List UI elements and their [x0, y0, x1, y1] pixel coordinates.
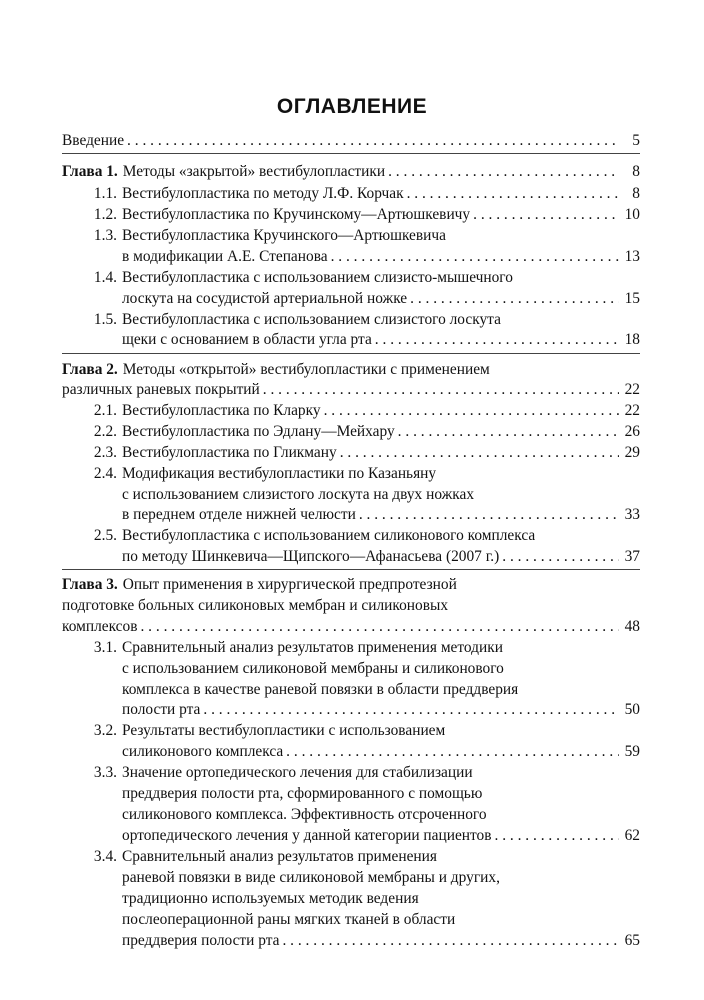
leader-dots: [375, 330, 619, 350]
toc-entry-intro[interactable]: [62, 131, 640, 151]
toc-entry-3-3-cont[interactable]: [122, 784, 640, 804]
section-number: 1.4.: [93, 269, 117, 286]
leader-dots: [398, 422, 619, 442]
leader-dots: [331, 247, 619, 267]
entry-text-continued: с использованием силиконовой мембраны и силиконового: [122, 660, 504, 677]
entry-text: Вестибулопластика с использованием силиконового комплекса: [122, 527, 536, 544]
entry-text: Опыт применения в хирургической предпротезной: [122, 576, 457, 593]
toc-entry-2-5[interactable]: [87, 526, 640, 546]
toc-entry-3-4-cont2[interactable]: [122, 889, 640, 909]
entry-text: Вестибулопластика по Кларку: [122, 402, 321, 419]
toc-entry-chapter-3[interactable]: [62, 575, 640, 595]
toc-entry-3-4-cont4[interactable]: [122, 931, 640, 951]
leader-dots: [388, 162, 619, 182]
toc-entry-3-4[interactable]: [87, 847, 640, 867]
toc-entry-chapter-3-cont2[interactable]: [62, 617, 640, 637]
entry-text: Результаты вестибулопластики с использованием: [122, 722, 446, 739]
entry-text: Модификация вестибулопластики по Казаньяну: [122, 465, 437, 482]
toc-entry-3-3[interactable]: [87, 763, 640, 783]
toc-entry-chapter-1[interactable]: [62, 162, 640, 182]
entry-text: Вестибулопластика по Кручинскому—Артюшкевичу: [122, 206, 471, 223]
toc-entry-3-3-cont3[interactable]: [122, 826, 640, 846]
toc-entry-2-4[interactable]: [87, 464, 640, 484]
section-number: 3.3.: [93, 764, 117, 781]
section-number: 1.1.: [93, 185, 117, 202]
chapter-number: Глава 1.: [62, 163, 118, 180]
toc-entry-3-1-cont2[interactable]: [122, 680, 640, 700]
entry-text-continued: силиконового комплекса: [122, 743, 284, 760]
section-number: 1.3.: [93, 227, 117, 244]
toc-entry-2-5-cont[interactable]: [122, 547, 640, 567]
entry-page: 5: [632, 132, 640, 149]
leader-dots: [407, 184, 619, 204]
entry-text-continued: ортопедического лечения у данной категории пациентов: [122, 827, 492, 844]
section-number: 2.2.: [93, 423, 117, 440]
entry-text: Сравнительный анализ результатов применения: [122, 848, 437, 865]
entry-text: Вестибулопластика с использованием слизисто-мышечного: [122, 269, 513, 286]
entry-text: Вестибулопластика с использованием слизистого лоскута: [122, 311, 501, 328]
entry-page: 18: [624, 331, 640, 348]
entry-text: Вестибулопластика Кручинского—Артюшкевича: [122, 227, 446, 244]
leader-dots: [286, 742, 619, 762]
toc-entry-1-4-cont[interactable]: [122, 289, 640, 309]
toc-entry-3-4-cont[interactable]: [122, 868, 640, 888]
entry-text-continued: послеоперационной раны мягких тканей в области: [122, 911, 456, 928]
leader-dots: [263, 380, 619, 400]
entry-text-continued: щеки с основанием в области угла рта: [122, 331, 372, 348]
entry-page: 26: [624, 423, 640, 440]
entry-page: 48: [624, 618, 640, 635]
toc-entry-1-5[interactable]: [87, 310, 640, 330]
leader-dots: [495, 826, 619, 846]
entry-text: Значение ортопедического лечения для стабилизации: [122, 764, 473, 781]
entry-text-continued: преддверия полости рта, сформированного с помощью: [122, 785, 483, 802]
toc-entry-1-1[interactable]: [87, 184, 640, 204]
chapter-number: Глава 2.: [62, 361, 118, 378]
entry-text-continued: с использованием слизистого лоскута на двух ножках: [122, 486, 475, 503]
toc-entry-chapter-3-cont[interactable]: [62, 596, 640, 616]
entry-text: Вестибулопластика по Гликману: [122, 444, 337, 461]
leader-dots: [502, 547, 619, 567]
entry-text: Введение: [62, 132, 125, 149]
entry-text: Сравнительный анализ результатов применения методики: [122, 639, 503, 656]
entry-text: Вестибулопластика по методу Л.Ф. Корчак: [122, 185, 404, 202]
leader-dots: [410, 289, 619, 309]
leader-dots: [340, 443, 619, 463]
toc-entry-1-4[interactable]: [87, 268, 640, 288]
toc-entry-1-5-cont[interactable]: [122, 330, 640, 350]
entry-text: Вестибулопластика по Эдлану—Мейхару: [122, 423, 395, 440]
entry-text-continued: традиционно используемых методик ведения: [122, 890, 419, 907]
toc-entry-1-3-cont[interactable]: [122, 247, 640, 267]
entry-page: 65: [624, 932, 640, 949]
entry-page: 22: [624, 402, 640, 419]
toc-entry-2-3[interactable]: [87, 443, 640, 463]
toc-entry-2-1[interactable]: [87, 401, 640, 421]
toc-entry-2-2[interactable]: [87, 422, 640, 442]
section-number: 3.4.: [93, 848, 117, 865]
toc-entry-3-2-cont[interactable]: [122, 742, 640, 762]
entry-page: 33: [624, 506, 640, 523]
section-number: 2.4.: [93, 465, 117, 482]
leader-dots: [324, 401, 619, 421]
entry-page: 13: [624, 248, 640, 265]
leader-dots: [203, 700, 619, 720]
entry-text-continued: лоскута на сосудистой артериальной ножке: [122, 290, 408, 307]
toc-entry-2-4-cont2[interactable]: [122, 505, 640, 525]
entry-page: 22: [624, 381, 640, 398]
divider: [62, 569, 640, 570]
entry-text-continued: раневой повязки в виде силиконовой мембраны и других,: [122, 869, 500, 886]
section-number: 2.1.: [93, 402, 117, 419]
entry-text-continued: комплекса в качестве раневой повязки в области преддверия: [122, 681, 519, 698]
entry-text-continued: комплексов: [62, 618, 138, 635]
toc-entry-3-2[interactable]: [87, 721, 640, 741]
entry-page: 8: [632, 163, 640, 180]
toc-entry-3-3-cont2[interactable]: [122, 805, 640, 825]
chapter-number: Глава 3.: [62, 576, 118, 593]
entry-text-continued: силиконового комплекса. Эффективность отсроченного: [122, 806, 487, 823]
leader-dots: [359, 505, 619, 525]
entry-page: 50: [624, 701, 640, 718]
entry-page: 10: [624, 206, 640, 223]
section-number: 2.3.: [93, 444, 117, 461]
entry-text-continued: полости рта: [122, 701, 201, 718]
section-number: 3.1.: [93, 639, 117, 656]
page-title: ОГЛАВЛЕНИЕ: [276, 95, 428, 118]
entry-text-continued: в переднем отделе нижней челюсти: [122, 506, 356, 523]
entry-text-continued: преддверия полости рта: [122, 932, 280, 949]
leader-dots: [127, 131, 619, 151]
leader-dots: [473, 205, 619, 225]
section-number: 3.2.: [93, 722, 117, 739]
divider: [62, 353, 640, 354]
entry-page: 29: [624, 444, 640, 461]
divider: [62, 153, 640, 154]
section-number: 1.2.: [93, 206, 117, 223]
toc-entry-chapter-2-cont[interactable]: [62, 380, 640, 400]
toc-entry-2-4-cont[interactable]: [122, 485, 640, 505]
entry-page: 37: [624, 548, 640, 565]
toc-entry-3-1-cont[interactable]: [122, 659, 640, 679]
entry-text-continued: подготовке больных силиконовых мембран и силиконовых: [62, 597, 449, 614]
entry-text: Методы «закрытой» вестибулопластики: [122, 163, 386, 180]
entry-text-continued: в модификации А.Е. Степанова: [122, 248, 328, 265]
toc-entry-1-3[interactable]: [87, 226, 640, 246]
entry-page: 59: [624, 743, 640, 760]
leader-dots: [282, 931, 619, 951]
entry-text-continued: различных раневых покрытий: [62, 381, 260, 398]
section-number: 2.5.: [93, 527, 117, 544]
entry-text: Методы «открытой» вестибулопластики с применением: [122, 361, 490, 378]
leader-dots: [140, 617, 619, 637]
entry-page: 8: [632, 185, 640, 202]
entry-text-continued: по методу Шинкевича—Щипского—Афанасьева (2007 г.): [122, 548, 500, 565]
entry-page: 62: [624, 827, 640, 844]
entry-page: 15: [624, 290, 640, 307]
toc-entry-3-1[interactable]: [87, 638, 640, 658]
toc-entry-1-2[interactable]: [87, 205, 640, 225]
toc-entry-3-4-cont3[interactable]: [122, 910, 640, 930]
section-number: 1.5.: [93, 311, 117, 328]
toc-entry-3-1-cont3[interactable]: [122, 700, 640, 720]
toc-entry-chapter-2[interactable]: [62, 360, 640, 380]
